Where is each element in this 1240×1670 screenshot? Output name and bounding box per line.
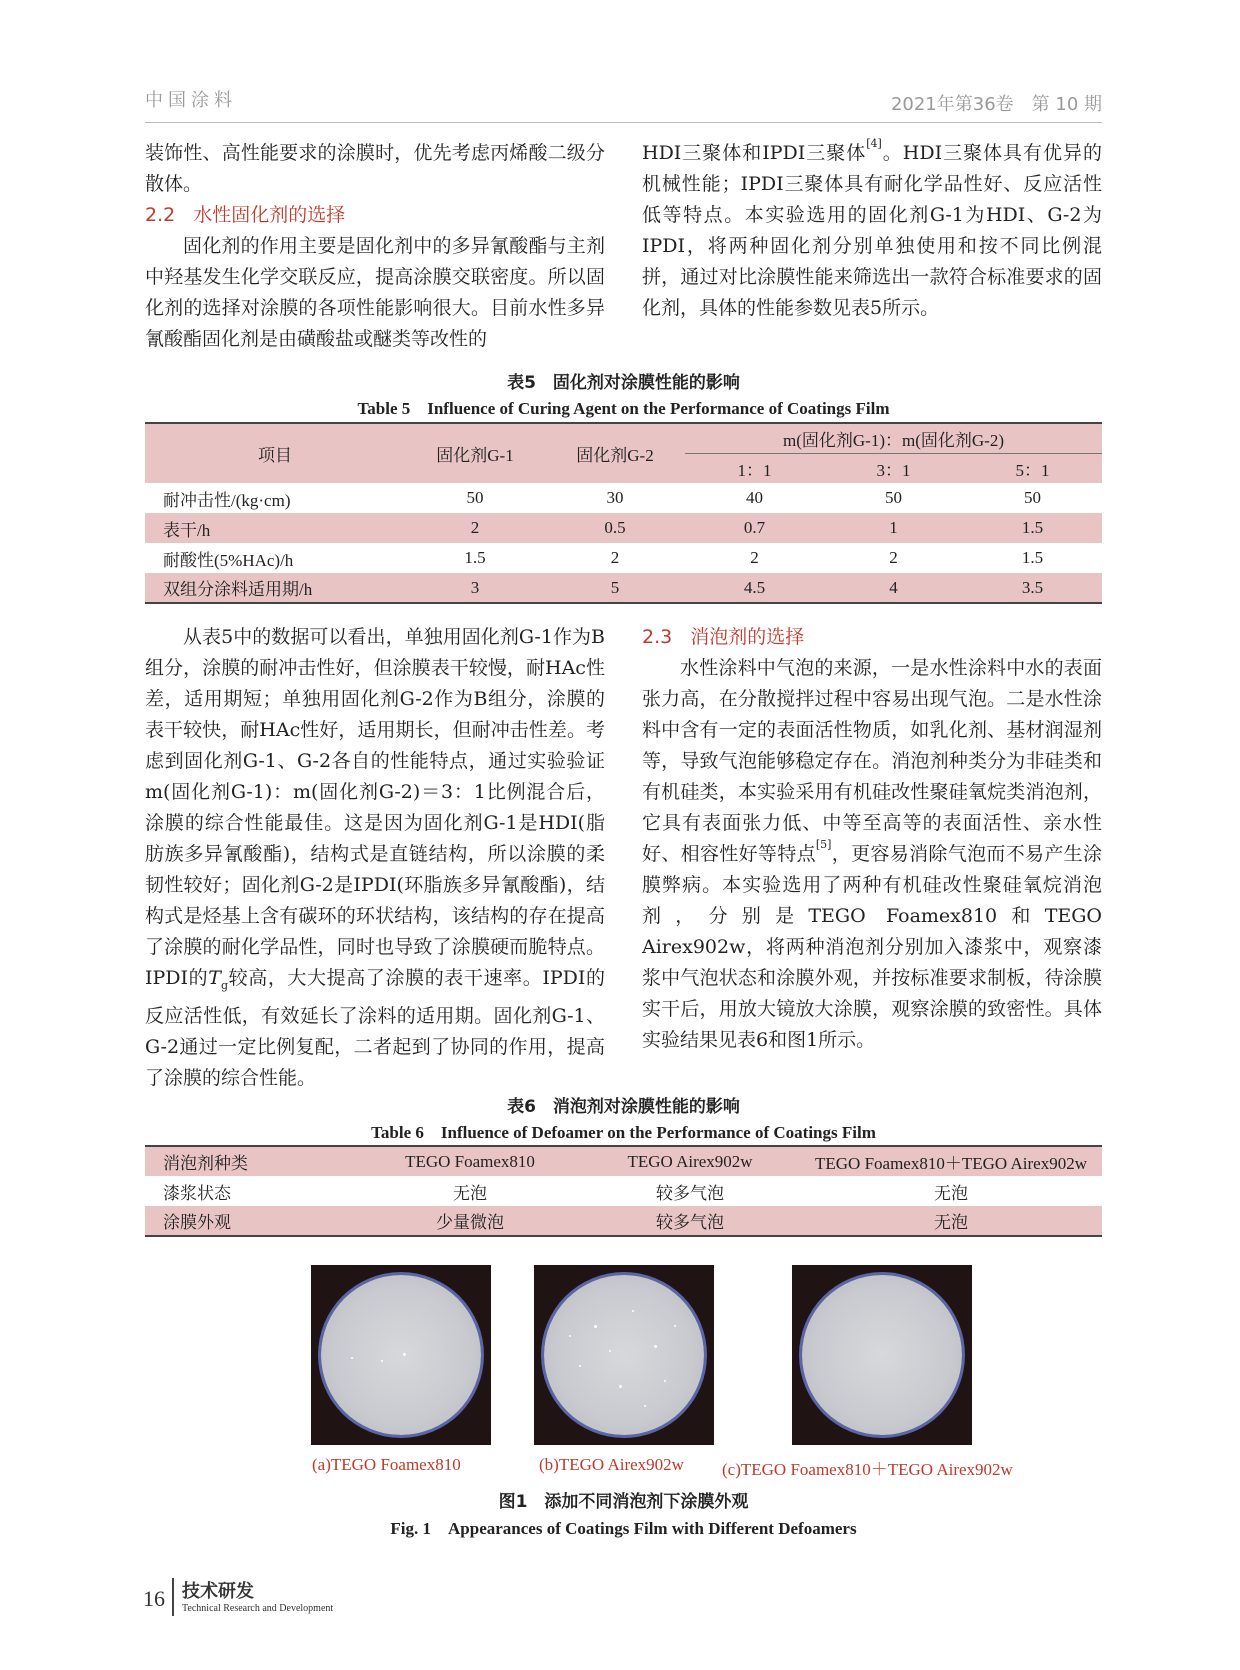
table6	[145, 1145, 1102, 1237]
paragraph	[642, 138, 1102, 324]
bubble	[664, 1380, 666, 1382]
tg-subscript: g	[220, 978, 228, 992]
row-label: 消泡剂种类	[163, 1154, 248, 1173]
table-cell: 2	[470, 518, 480, 537]
bubble	[579, 1365, 581, 1367]
reference-5: [5]	[815, 838, 832, 851]
table-row	[145, 573, 1102, 603]
bubble	[654, 1345, 657, 1348]
text-run: ，更容易消除气泡而不易产生涂膜弊病。本实验选用了两种有机硅改性聚硅氧烷消泡剂，分别是TEGO Foamex810和TEGO Airex902w，将两种消泡剂分别加入漆浆中，观察漆浆中气泡状态和涂膜外观，并按标准要求制板，待涂膜实干后，用放大镜放大涂膜，观察涂膜的致密性。具体实验结果见表6和图1所示。	[642, 843, 1102, 1051]
header-cell: 1：1	[737, 460, 772, 480]
table-row	[145, 1146, 1102, 1176]
table-row	[145, 513, 1102, 543]
bubble	[644, 1405, 646, 1407]
table-cell: 2	[889, 548, 898, 567]
figure-subcaption-c: (c)TEGO Foamex810＋TEGO Airex902w	[722, 1460, 1013, 1479]
paragraph: 固化剂的作用主要是固化剂中的多异氰酸酯与主剂中羟基发生化学交联反应，提高涂膜交联密度。所以固化剂的选择对涂膜的各项性能影响很大。目前水性多异氰酸酯固化剂是由磺酸盐或醚类等改性的	[145, 235, 605, 350]
section-heading-2-3	[642, 622, 1102, 653]
header-cell: 5：1	[1015, 460, 1050, 480]
table5-caption-en: Table 5 Influence of Curing Agent on the Performance of Coatings Film	[357, 399, 890, 418]
right-column-top	[642, 138, 1102, 324]
row-label: 双组分涂料适用期/h	[163, 580, 313, 599]
table-row	[145, 483, 1102, 513]
row-label: 耐酸性(5%HAc)/h	[163, 550, 294, 570]
row-label: 漆浆状态	[163, 1183, 231, 1203]
table-cell: 50	[885, 488, 902, 507]
section-title: 消泡剂的选择	[690, 626, 805, 648]
table-cell: TEGO Foamex810	[405, 1151, 535, 1171]
bubble	[674, 1325, 676, 1327]
table-cell: 3.5	[1021, 577, 1044, 597]
header-cell: m(固化剂G-1)：m(固化剂G-2)	[685, 423, 1102, 453]
text-run: HDI三聚体和IPDI三聚体	[642, 142, 867, 164]
section-number: 2.3	[642, 626, 673, 648]
table-cell: 0.5	[604, 518, 626, 537]
bubble	[594, 1325, 597, 1328]
header-cell: 固化剂G-1	[436, 446, 514, 465]
table-cell: 2	[610, 548, 620, 567]
table-cell: 40	[746, 488, 763, 507]
table6-caption-en: Table 6 Influence of Defoamer on the Performance of Coatings Film	[371, 1123, 876, 1142]
text-run: 。HDI三聚体具有优异的机械性能；IPDI三聚体具有耐化学品性好、反应活性低等特点。本实验选用的固化剂G-1为HDI、G-2为IPDI，将两种固化剂分别单独使用和按不同比例混拼，通过对比涂膜性能来筛选出一款符合标准要求的固化剂，具体的性能参数见表5所示。	[642, 142, 1102, 319]
table-header-row	[145, 423, 1102, 453]
bubble	[403, 1353, 406, 1356]
figure-image-a	[311, 1265, 491, 1445]
bubble	[569, 1335, 571, 1337]
table-cell: 较多气泡	[656, 1183, 724, 1203]
footer-divider	[172, 1578, 174, 1616]
text-run: 较高，大大提高了涂膜的表干速率。IPDI的反应活性低，有效延长了涂料的适用期。固化剂G-1、G-2通过一定比例复配，二者起到了协同的作用，提高了涂膜的综合性能。	[145, 967, 605, 1089]
table-row	[145, 1176, 1102, 1206]
table-cell: TEGO Foamex810＋TEGO Airex902w	[815, 1154, 1087, 1173]
header-divider	[145, 122, 1102, 123]
footer-section-cn: 技术研发	[182, 1581, 254, 1602]
bubble	[351, 1357, 353, 1359]
figure-image-b	[534, 1265, 714, 1445]
header-cell: 项目	[258, 446, 292, 465]
figure-subcaption-a: (a)TEGO Foamex810	[312, 1455, 461, 1474]
text-run: 水性涂料中气泡的来源，一是水性涂料中水的表面张力高，在分散搅拌过程中容易出现气泡。二是水性涂料中含有一定的表面活性物质，如乳化剂、基材润湿剂等，导致气泡能够稳定存在。消泡剂种类分为非硅类和有机硅类，本实验采用有机硅改性聚硅氧烷类消泡剂，它具有表面张力低、中等至高等的表面活性、亲水性好、相容性好等特点	[642, 657, 1102, 865]
table-cell: 少量微泡	[436, 1213, 504, 1232]
paragraph	[145, 622, 605, 1094]
table-cell: 无泡	[934, 1183, 968, 1203]
issue-info: 2021年第36卷 第 10 期	[890, 94, 1102, 115]
microscope-view	[802, 1275, 962, 1435]
paragraph	[642, 653, 1102, 1056]
footer-section-en: Technical Research and Development	[182, 1603, 334, 1614]
table-cell: 50	[1024, 488, 1041, 507]
table-cell: 2	[750, 548, 759, 567]
microscope-view	[321, 1275, 481, 1435]
table-cell: 50	[466, 488, 484, 507]
table-cell: 1	[889, 518, 898, 537]
table-cell: 1.5	[1021, 518, 1044, 537]
table-cell: 无泡	[934, 1213, 968, 1232]
paragraph: 装饰性、高性能要求的涂膜时，优先考虑丙烯酸二级分散体。	[145, 142, 605, 195]
journal-name: 中国涂料	[145, 90, 237, 111]
table6-caption-cn: 表6 消泡剂对涂膜性能的影响	[507, 1097, 740, 1117]
table-cell: 0.7	[743, 518, 766, 537]
figure-subcaption-b: (b)TEGO Airex902w	[539, 1455, 684, 1474]
header-cell: 固化剂G-2	[576, 446, 654, 465]
figure-image-c	[792, 1265, 972, 1445]
bubble	[632, 1310, 634, 1312]
bubble	[609, 1350, 611, 1352]
page-number: 16	[143, 1586, 165, 1611]
figure1-caption-cn: 图1 添加不同消泡剂下涂膜外观	[498, 1492, 749, 1512]
table5	[145, 422, 1102, 604]
table5-caption-cn: 表5 固化剂对涂膜性能的影响	[507, 373, 740, 393]
figure1-caption-en: Fig. 1 Appearances of Coatings Film with Different Defoamers	[390, 1519, 857, 1538]
table-cell: 1.5	[464, 548, 486, 567]
row-label: 涂膜外观	[163, 1213, 231, 1232]
table-row	[145, 543, 1102, 573]
reference-4: [4]	[866, 137, 882, 150]
section-number: 2.2	[145, 204, 176, 226]
bubble	[381, 1360, 383, 1362]
table-cell: 较多气泡	[656, 1213, 724, 1232]
table-row	[145, 1206, 1102, 1236]
row-label: 耐冲击性/(kg·cm)	[163, 490, 291, 510]
table-cell: 5	[610, 577, 620, 597]
section-heading-2-2	[145, 200, 605, 231]
table-cell: TEGO Airex902w	[627, 1151, 753, 1171]
section-title: 水性固化剂的选择	[193, 204, 346, 226]
table-cell: 3	[470, 577, 480, 597]
table-cell: 无泡	[453, 1183, 487, 1203]
microscope-view	[544, 1275, 704, 1435]
tg-symbol: T	[208, 967, 221, 989]
left-column-top	[145, 138, 605, 355]
row-label: 表干/h	[163, 520, 211, 540]
table-cell: 1.5	[1021, 548, 1044, 567]
table-cell: 4	[889, 577, 898, 597]
table-cell: 30	[606, 488, 624, 507]
bubble	[619, 1385, 622, 1388]
header-cell: 3：1	[876, 460, 911, 480]
left-column-mid	[145, 622, 605, 1094]
text-run: 从表5中的数据可以看出，单独用固化剂G-1作为B组分，涂膜的耐冲击性好，但涂膜表干较慢，耐HAc性差，适用期短；单独用固化剂G-2作为B组分，涂膜的表干较快，耐HAc性好，适用期长，但耐冲击性差。考虑到固化剂G-1、G-2各自的性能特点，通过实验验证m(固化剂G-1)：m(固化剂G-2)＝3：1比例混合后，涂膜的综合性能最佳。这是因为固化剂G-1是HDI(脂肪族多异氰酸酯)，结构式是直链结构，所以涂膜的柔韧性较好；固化剂G-2是IPDI(环脂族多异氰酸酯)，结构式是烃基上含有碳环的环状结构，该结构的存在提高了涂膜的耐化学品性，同时也导致了涂膜硬而脆特点。IPDI的	[145, 626, 605, 989]
right-column-mid	[642, 622, 1102, 1056]
table-cell: 4.5	[743, 577, 766, 597]
